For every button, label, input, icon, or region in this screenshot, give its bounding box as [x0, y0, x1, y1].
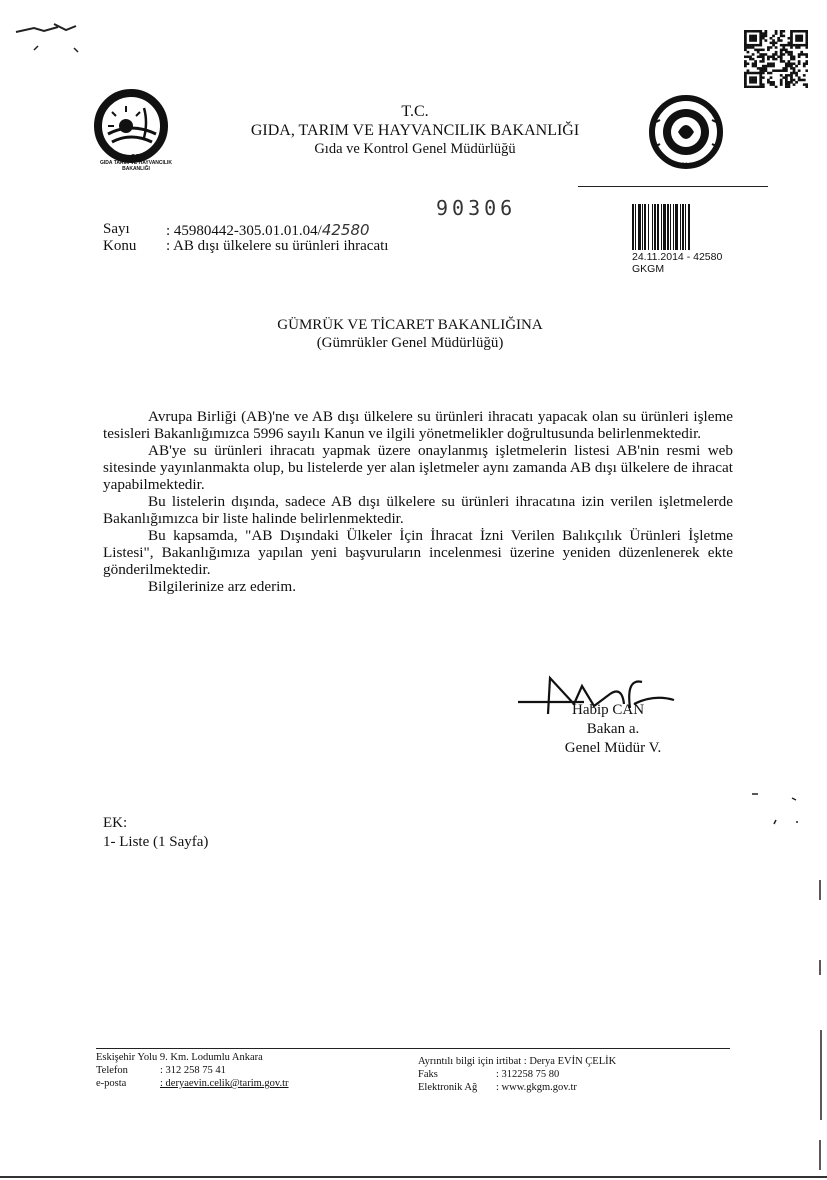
paragraph-1: Avrupa Birliği (AB)'ne ve AB dışı ülkelere su ürünleri ihracatı yapacak olan su ürünleri işleme tesisleri Bakanlığımızca 5996 sayılı Kanun ve ilgili yönetmelikler doğrultusunda belirlenmektedir. — [103, 408, 733, 442]
header-line-1: T.C. — [401, 103, 429, 120]
fax-label: Faks — [418, 1069, 438, 1080]
scan-edge-right — [819, 880, 822, 1170]
logo-caption-3: BAKANLIĞI — [122, 166, 150, 172]
signatory-titles — [548, 720, 678, 758]
signatory-name: Habip CAN — [572, 702, 645, 718]
addressee-line-1: GÜMRÜK VE TİCARET BAKANLIĞINA — [277, 317, 543, 333]
paragraph-2: AB'ye su ürünleri ihracatı yapmak üzere onaylanmış işletmelerin listesi AB'nin resmi web sitesinde yayınlanmakta olup, bu listelerde yer alan işletmeler aynı zamanda AB dışı ülkelere de ihracat yapabilmektedir. — [103, 442, 733, 493]
footer-contact: Ayrıntılı bilgi için irtibat : Derya EVİN ÇELİK — [418, 1056, 617, 1067]
scan-marks-right — [748, 790, 808, 830]
logo-caption-1: T.C. — [131, 154, 141, 160]
sayi-label: Sayı — [103, 221, 130, 237]
scan-mark — [14, 22, 84, 56]
qr-code — [744, 30, 808, 88]
divider-line — [578, 186, 768, 187]
web-label: Elektronik Ağ — [418, 1082, 478, 1093]
footer-fax — [418, 1068, 616, 1081]
sayi-number: : 45980442-305.01.01.04/ — [166, 223, 322, 239]
logo-caption — [86, 154, 186, 172]
footer-web — [418, 1081, 616, 1094]
stamp-number: 90306 — [436, 196, 517, 220]
barcode-date: 24.11.2014 - 42580 — [632, 251, 723, 263]
sayi-handwritten: 42580 — [321, 221, 370, 239]
attachment-item-1: 1- Liste (1 Sayfa) — [103, 834, 209, 850]
phone-label: Telefon — [96, 1065, 128, 1076]
letter-body — [103, 408, 733, 595]
barcode — [632, 204, 712, 250]
scan-edge-bottom — [0, 1176, 827, 1178]
logo-caption-2: GIDA TARIM VE HAYVANCILIK — [100, 160, 172, 166]
footer-email — [96, 1077, 289, 1090]
konu-value: : AB dışı ülkelere su ürünleri ihracatı — [166, 238, 389, 254]
fax-value: : 312258 75 80 — [496, 1069, 560, 1080]
addressee — [220, 316, 600, 352]
footer-address: Eskişehir Yolu 9. Km. Lodumlu Ankara — [96, 1052, 263, 1063]
paragraph-4: Bu kapsamda, "AB Dışındaki Ülkeler İçin İhracat İzni Verilen Balıkçılık Ürünleri İşletme Listesi", Bakanlığımıza yapılan yeni başvuruların incelenmesi üzerine yeniden düzenlenerek ekte gönderilmektedir. — [103, 527, 733, 578]
attachments-label: EK: — [103, 815, 128, 831]
seal-year: 2014 — [678, 163, 692, 169]
email-label: e-posta — [96, 1078, 127, 1089]
addressee-line-2: (Gümrükler Genel Müdürlüğü) — [316, 335, 504, 351]
header-line-3: Gıda ve Kontrol Genel Müdürlüğü — [314, 141, 516, 157]
phone-value: : 312 258 75 41 — [160, 1065, 226, 1076]
letterhead — [200, 103, 630, 159]
paragraph-5: Bilgilerinize arz ederim. — [148, 578, 297, 595]
konu-label: Konu — [103, 238, 137, 254]
footer-rule — [96, 1048, 730, 1049]
header-line-2: GIDA, TARIM VE HAYVANCILIK BAKANLIĞI — [250, 122, 580, 139]
signatory-title-2: Genel Müdür V. — [564, 740, 662, 756]
footer-right — [418, 1055, 616, 1094]
signatory-title-1: Bakan a. — [586, 721, 640, 737]
web-link[interactable]: : www.gkgm.gov.tr — [496, 1082, 577, 1093]
footer-left — [96, 1051, 289, 1090]
paragraph-3: Bu listelerin dışında, sadece AB dışı ülkelere su ürünleri ihracatına izin verilen işletmelerde Bakanlığımızca bir liste halinde belirlenmektedir. — [103, 493, 733, 527]
footer-phone — [96, 1064, 289, 1077]
barcode-unit: GKGM — [632, 263, 665, 275]
attachments — [103, 814, 208, 852]
email-link[interactable]: : deryaevin.celik@tarim.gov.tr — [160, 1078, 289, 1089]
